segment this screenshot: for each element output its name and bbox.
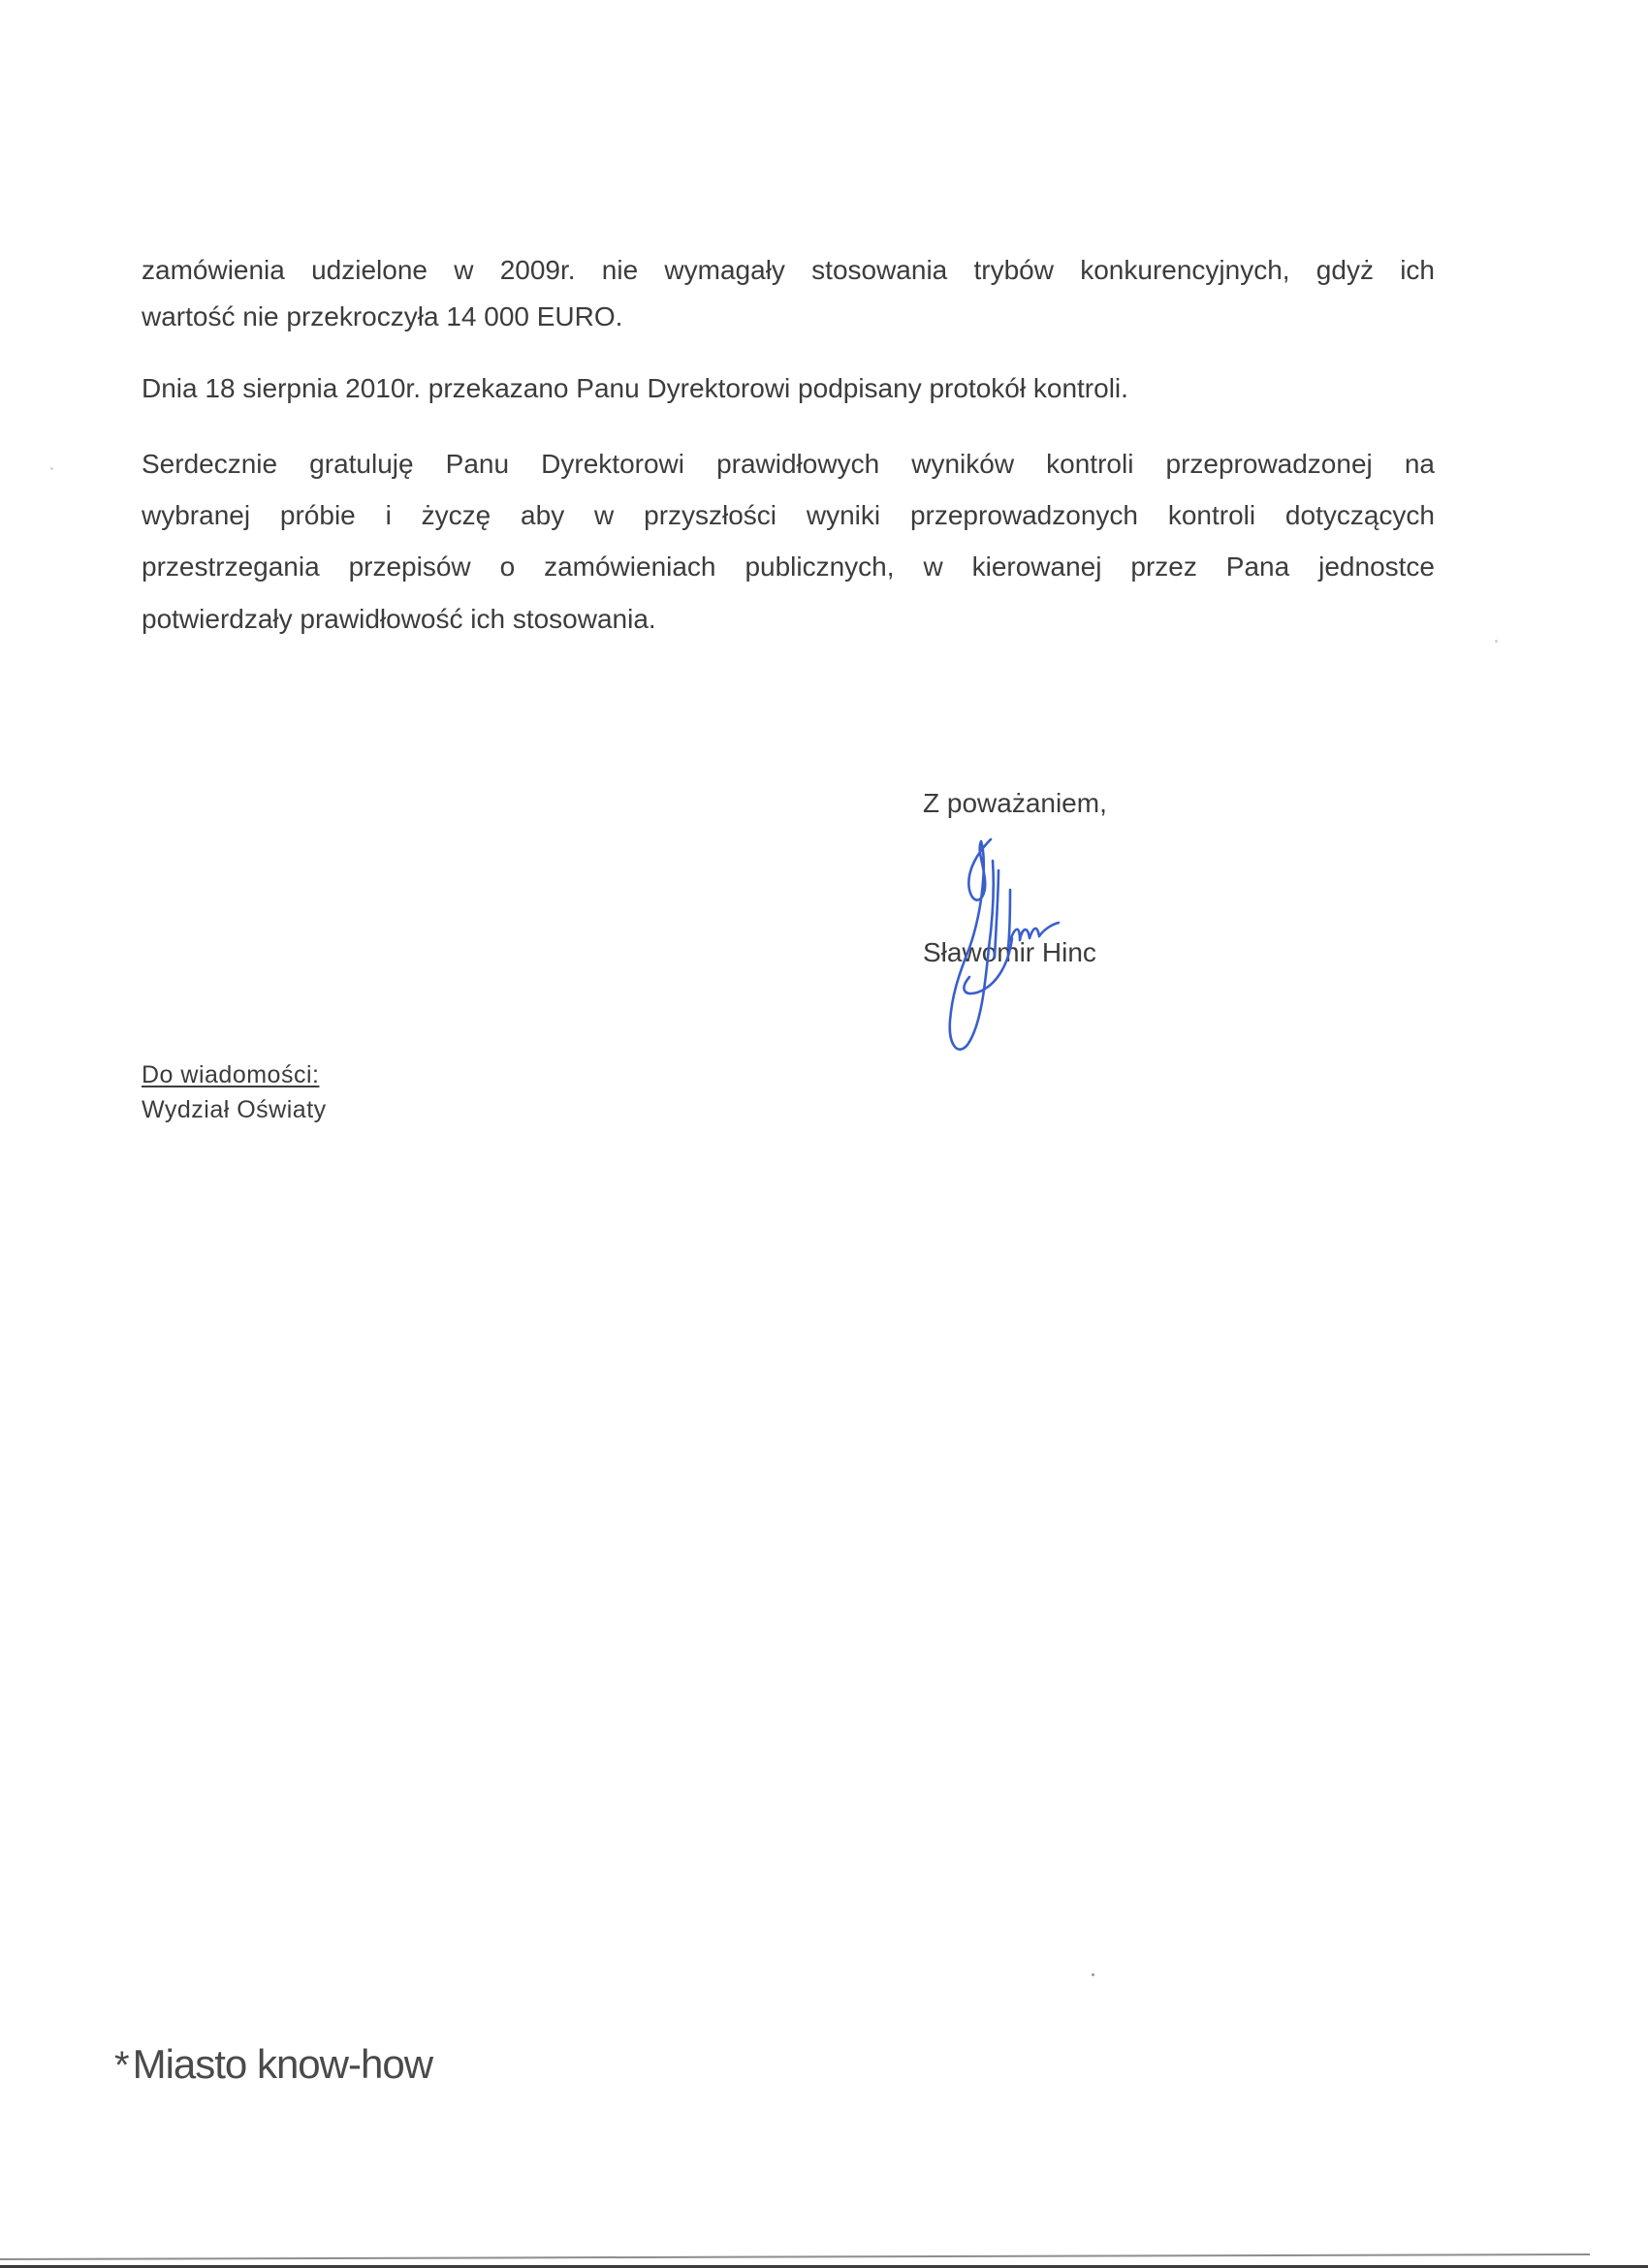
asterisk-icon: * <box>114 2044 129 2087</box>
handwritten-signature <box>931 832 1095 1056</box>
paragraph-1-line-2: wartość nie przekroczyła 14 000 EURO. <box>142 301 623 331</box>
paragraph-2: Dnia 18 sierpnia 2010r. przekazano Panu Dyrektorowi podpisany protokół kontroli. <box>142 373 1128 403</box>
signer-name: Sławomir Hinc <box>923 937 1096 967</box>
scan-speck <box>1092 1973 1094 1976</box>
scan-speck <box>50 467 53 470</box>
distribution-label: Do wiadomości: <box>142 1061 320 1088</box>
paragraph-1-line-1: zamówienia udzielone w 2009r. nie wymagały stosowania trybów konkurencyjnych, gdyż ich <box>142 255 1435 285</box>
paragraph-3-line-3: przestrzegania przepisów o zamówieniach publicznych, w kierowanej przez Pana jednostce <box>142 551 1435 582</box>
signature-stroke-main-loop <box>950 839 994 1050</box>
footer-slogan-text: Miasto know-how <box>132 2041 433 2087</box>
closing-salutation: Z poważaniem, <box>923 788 1107 818</box>
signature-stroke-tail <box>1010 923 1059 940</box>
paragraph-3-line-4: potwierdzały prawidłowość ich stosowania. <box>142 604 656 634</box>
footer-slogan <box>114 2040 432 2090</box>
signature-stroke-h <box>995 870 1010 958</box>
paragraph-3-line-1: Serdecznie gratuluję Panu Dyrektorowi prawidłowych wyników kontroli przeprowadzonej na <box>142 449 1435 479</box>
scan-bottom-edge <box>0 2251 1648 2268</box>
distribution-recipient: Wydział Oświaty <box>142 1096 327 1123</box>
scan-speck <box>1495 640 1498 643</box>
paragraph-3-line-2: wybranej próbie i życzę aby w przyszłości wyniki przeprowadzonych kontroli dotyczących <box>142 500 1435 530</box>
